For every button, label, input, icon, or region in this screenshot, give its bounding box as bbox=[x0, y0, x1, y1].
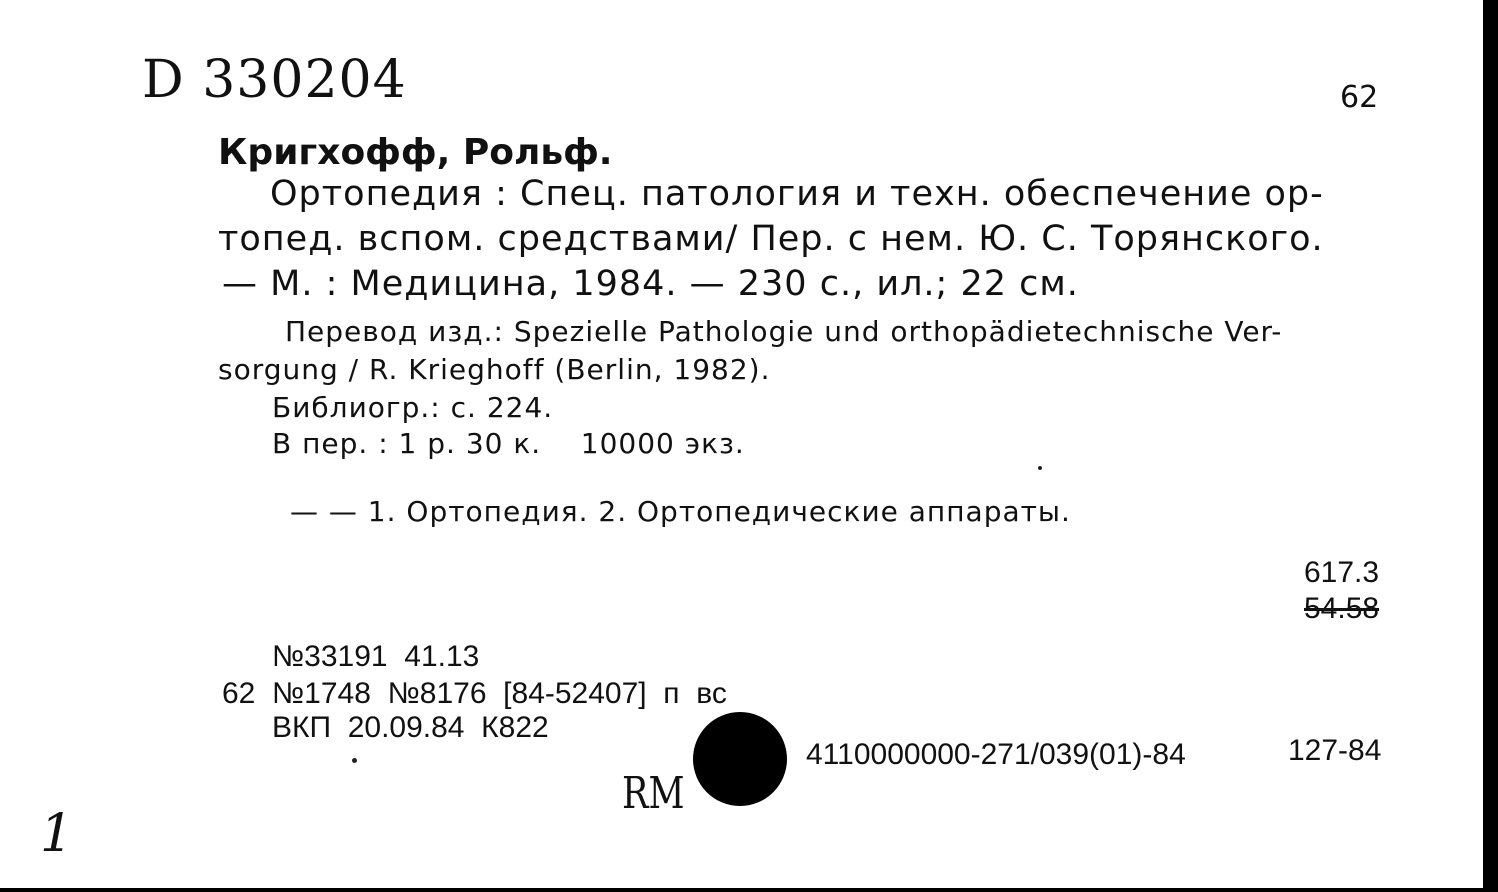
scan-edge-right bbox=[1483, 0, 1498, 892]
subject-headings: — — 1. Ортопедия. 2. Ортопедические аппараты. bbox=[290, 495, 1071, 528]
call-number: D 330204 bbox=[142, 50, 407, 110]
rm-stamp: RM bbox=[622, 768, 685, 819]
udc-number: 617.3 bbox=[1304, 556, 1380, 589]
note-bibliography: Библиогр.: с. 224. bbox=[272, 391, 554, 424]
registry-line-1: №33191 41.13 bbox=[272, 640, 480, 673]
isbn-code: 4110000000-271/039(01)-84 bbox=[806, 738, 1186, 771]
bbk-number-struck: 54.58 bbox=[1304, 592, 1380, 625]
title-line-2: топед. вспом. средствами/ Пер. с нем. Ю. С. Торянского. bbox=[218, 219, 1324, 259]
scan-edge-bottom bbox=[0, 888, 1498, 892]
registry-line-2: №1748 №8176 [84-52407] п вс bbox=[272, 677, 727, 710]
speck-2 bbox=[352, 758, 357, 763]
issue-code: 127-84 bbox=[1288, 734, 1382, 767]
note-translation-1: Перевод изд.: Spezielle Pathologie und orthopädietechnische Ver- bbox=[285, 315, 1283, 348]
registry-prefix: 62 bbox=[222, 677, 256, 710]
registry-line-3: ВКП 20.09.84 К822 bbox=[272, 711, 549, 744]
note-price-copies: В пер. : 1 р. 30 к. 10000 экз. bbox=[272, 427, 745, 460]
title-line-3: — М. : Медицина, 1984. — 230 с., ил.; 22 см. bbox=[222, 264, 1079, 304]
note-translation-2: sorgung / R. Krieghoff (Berlin, 1982). bbox=[218, 353, 771, 386]
speck-1 bbox=[1038, 466, 1042, 470]
punch-hole bbox=[693, 712, 787, 806]
handwritten-mark: 1 bbox=[40, 804, 74, 864]
title-line-1: Ортопедия : Спец. патология и техн. обеспечение ор- bbox=[270, 174, 1324, 214]
corner-number: 62 bbox=[1340, 80, 1379, 115]
author-heading: Кригхофф, Рольф. bbox=[218, 132, 613, 173]
